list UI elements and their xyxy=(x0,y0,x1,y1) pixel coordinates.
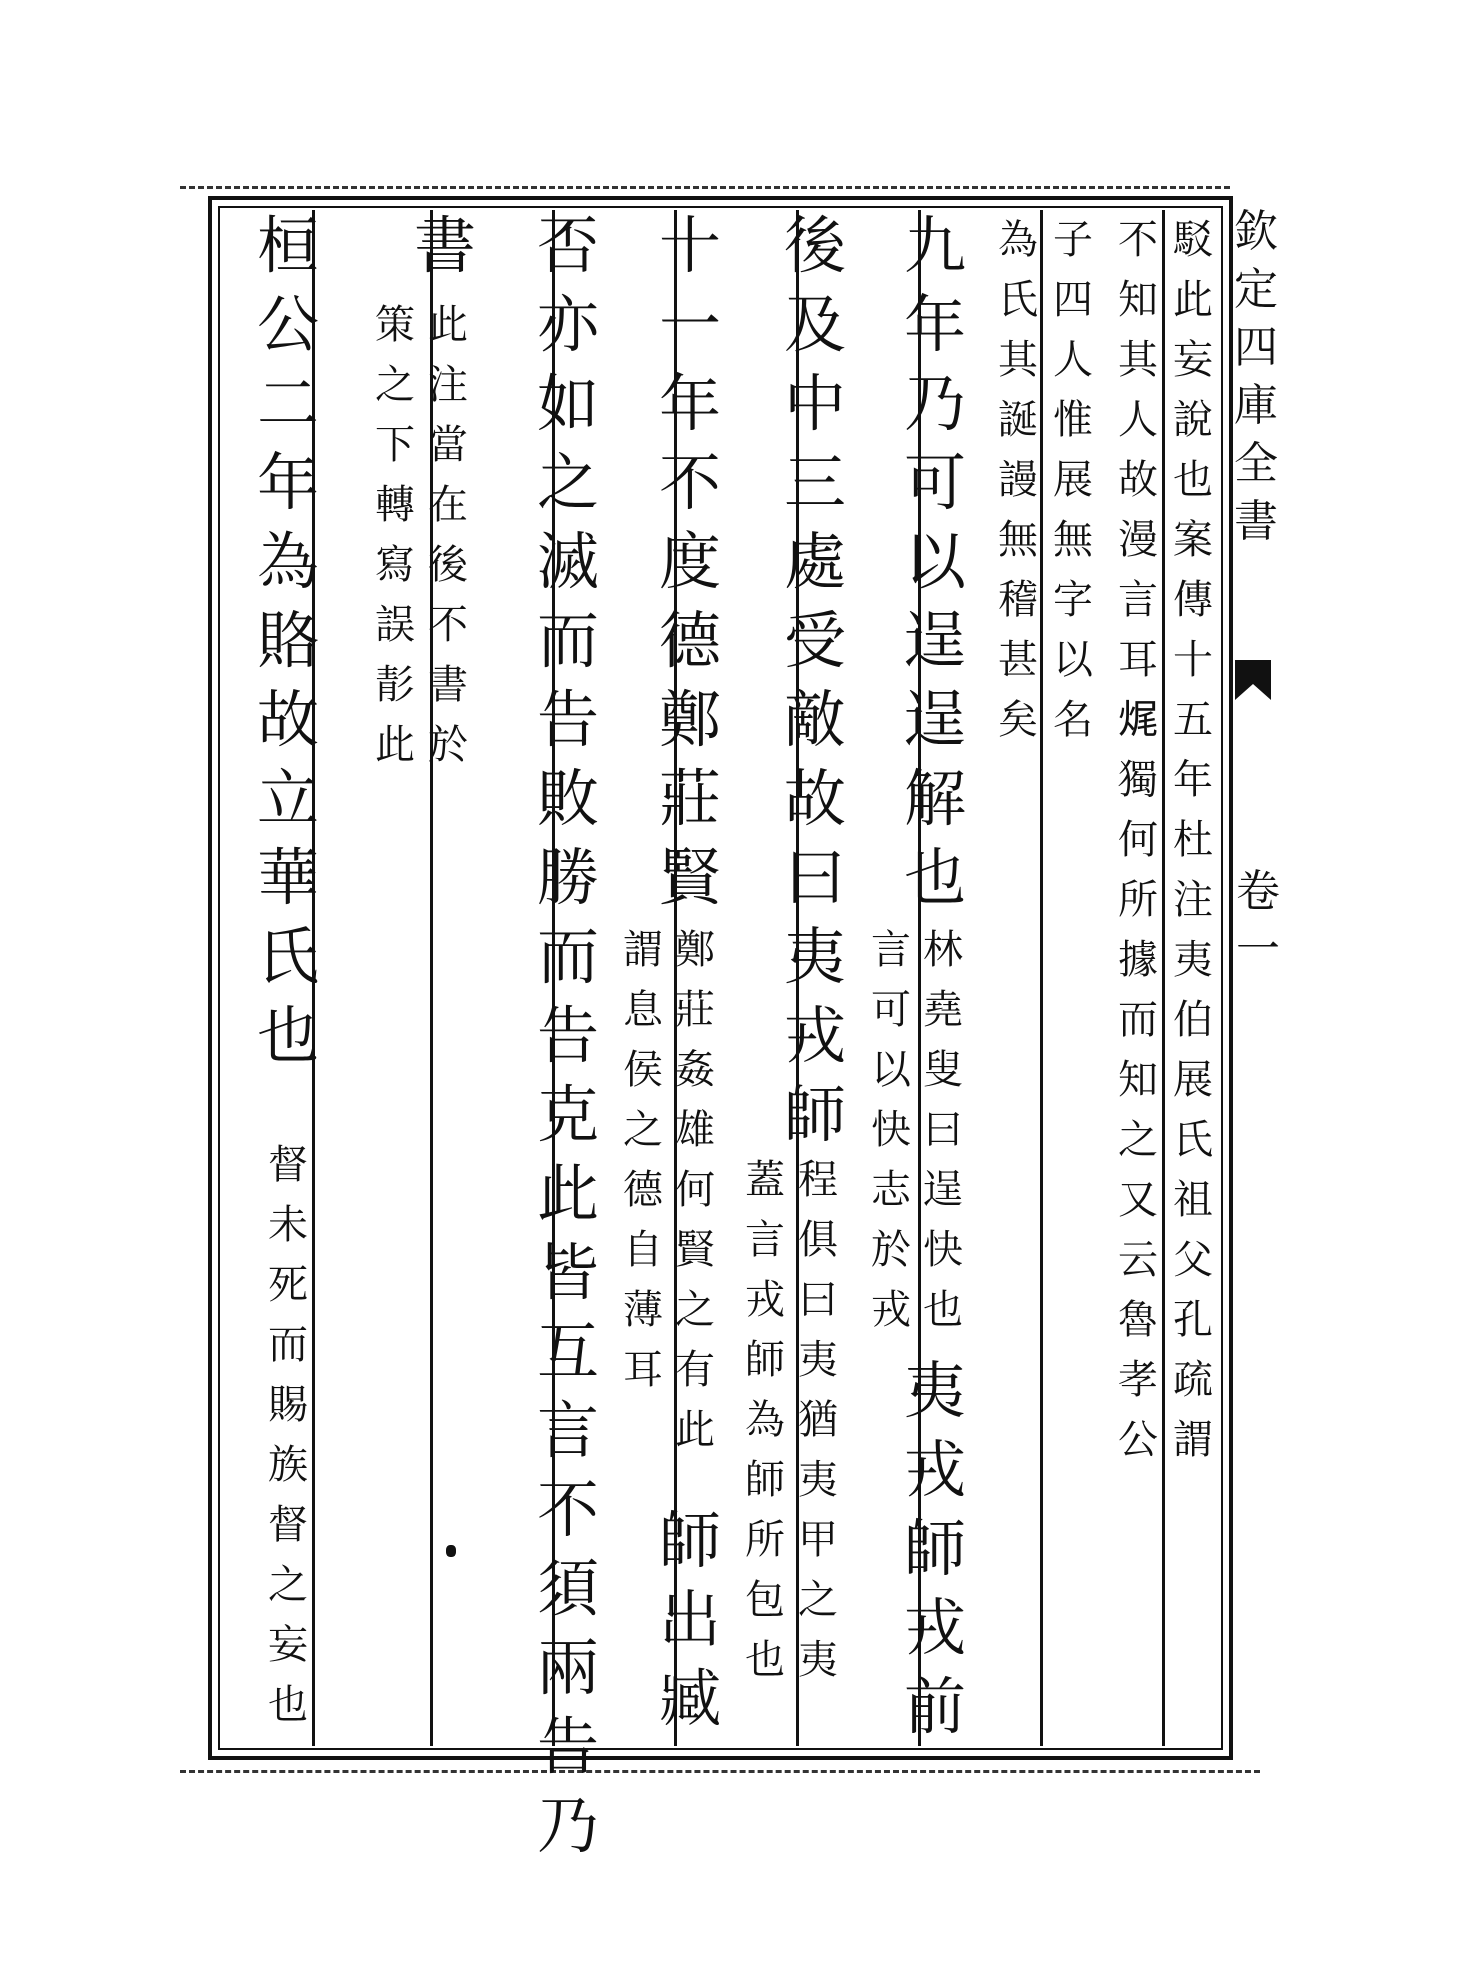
character: 又 xyxy=(1118,1177,1158,1223)
character: 氏 xyxy=(1173,1117,1213,1163)
character: 氏 xyxy=(256,920,319,993)
character: 德 xyxy=(623,1167,663,1213)
character: 而 xyxy=(268,1322,308,1368)
margin-title xyxy=(1232,206,1280,558)
character: 據 xyxy=(1118,937,1158,983)
commentary-column xyxy=(672,927,718,1470)
main-text-column xyxy=(655,209,725,926)
character: 字 xyxy=(1053,577,1093,623)
character: 庫 xyxy=(1234,380,1278,431)
character: 獨 xyxy=(1118,757,1158,803)
character: 夷 xyxy=(783,920,846,993)
character: 也 xyxy=(745,1637,785,1683)
character: 立 xyxy=(256,762,319,835)
character: 一 xyxy=(1236,924,1280,975)
character: 下 xyxy=(375,422,415,468)
character: 自 xyxy=(623,1227,663,1273)
character: 師 xyxy=(658,1504,721,1577)
character: 死 xyxy=(268,1262,308,1308)
character: 以 xyxy=(903,525,966,598)
character: 猶 xyxy=(798,1397,838,1443)
character: 滅 xyxy=(536,525,599,598)
character: 不 xyxy=(536,1473,599,1546)
main-text-column xyxy=(780,209,850,1163)
commentary-column xyxy=(995,217,1041,760)
margin-juan xyxy=(1234,866,1282,986)
character: 包 xyxy=(745,1577,785,1623)
character: 孝 xyxy=(1118,1357,1158,1403)
character: 以 xyxy=(1053,637,1093,683)
character: 姦 xyxy=(675,1047,715,1093)
commentary-column xyxy=(425,302,471,785)
character: 謾 xyxy=(998,457,1038,503)
character: 此 xyxy=(675,1407,715,1453)
character: 逞 xyxy=(903,604,966,677)
character: 妄 xyxy=(1173,337,1213,383)
character: 言 xyxy=(871,927,911,973)
character: 鄭 xyxy=(675,927,715,973)
character: 定 xyxy=(1234,264,1278,315)
character: 傳 xyxy=(1173,577,1213,623)
character: 氏 xyxy=(998,277,1038,323)
character: 𤈦 xyxy=(1118,697,1158,743)
character: 之 xyxy=(1118,1117,1158,1163)
character: 寫 xyxy=(375,542,415,588)
character: 克 xyxy=(536,1078,599,1151)
character: 故 xyxy=(783,762,846,835)
character: 息 xyxy=(623,987,663,1033)
character: 林 xyxy=(923,927,963,973)
character: 知 xyxy=(1118,1057,1158,1103)
character: 可 xyxy=(903,446,966,519)
commentary-column xyxy=(1050,217,1096,760)
character: 此 xyxy=(428,302,468,348)
character: 督 xyxy=(268,1142,308,1188)
character: 云 xyxy=(1118,1237,1158,1283)
character: 𩇕 xyxy=(375,662,415,708)
character: 後 xyxy=(783,209,846,282)
character: 一 xyxy=(658,288,721,361)
character: 魯 xyxy=(1118,1297,1158,1343)
commentary-column xyxy=(620,927,666,1410)
character: 全 xyxy=(1234,438,1278,489)
fishtail-mark xyxy=(1235,660,1271,700)
character: 戎 xyxy=(871,1287,911,1333)
character: 四 xyxy=(1234,322,1278,373)
character: 族 xyxy=(268,1442,308,1488)
character: 孔 xyxy=(1173,1297,1213,1343)
character: 告 xyxy=(536,1710,599,1783)
character: 謂 xyxy=(623,927,663,973)
character: 四 xyxy=(1053,277,1093,323)
character: 十 xyxy=(658,209,721,282)
character: 二 xyxy=(256,367,319,440)
character: 前 xyxy=(903,1670,966,1743)
commentary-column xyxy=(742,1157,788,1700)
character: 之 xyxy=(623,1107,663,1153)
character: 也 xyxy=(268,1682,308,1728)
character: 夷 xyxy=(903,1354,966,1427)
main-text-column xyxy=(900,209,970,926)
ink-dot xyxy=(446,1545,456,1557)
character: 敗 xyxy=(536,762,599,835)
commentary-column xyxy=(1170,217,1216,1480)
character: 賢 xyxy=(675,1227,715,1273)
column-rule xyxy=(1162,210,1165,1746)
character: 案 xyxy=(1173,517,1213,563)
character: 年 xyxy=(1173,757,1213,803)
main-text-column xyxy=(900,1354,970,1755)
character: 書 xyxy=(1234,496,1278,547)
character: 故 xyxy=(256,683,319,756)
character: 而 xyxy=(536,920,599,993)
character: 誤 xyxy=(375,602,415,648)
character: 賂 xyxy=(256,604,319,677)
character: 鄭 xyxy=(658,683,721,756)
character: 在 xyxy=(428,482,468,528)
character: 雄 xyxy=(675,1107,715,1153)
character: 程 xyxy=(798,1157,838,1203)
character: 耳 xyxy=(623,1347,663,1393)
character: 展 xyxy=(1173,1057,1213,1103)
character: 之 xyxy=(675,1287,715,1333)
character: 戎 xyxy=(783,999,846,1072)
character: 之 xyxy=(375,362,415,408)
character: 言 xyxy=(745,1217,785,1263)
character: 也 xyxy=(1173,457,1213,503)
character: 逞 xyxy=(923,1167,963,1213)
character: 無 xyxy=(1053,517,1093,563)
character: 言 xyxy=(536,1394,599,1467)
character: 注 xyxy=(428,362,468,408)
character: 未 xyxy=(268,1202,308,1248)
character: 桓 xyxy=(256,209,319,282)
character: 耳 xyxy=(1118,637,1158,683)
character: 杜 xyxy=(1173,817,1213,863)
character: 勝 xyxy=(536,841,599,914)
character: 之 xyxy=(798,1577,838,1623)
character: 華 xyxy=(256,841,319,914)
character: 曰 xyxy=(783,841,846,914)
character: 故 xyxy=(1118,457,1158,503)
character: 告 xyxy=(536,683,599,756)
commentary-column xyxy=(920,927,966,1350)
character: 甲 xyxy=(798,1517,838,1563)
character: 賜 xyxy=(268,1382,308,1428)
character: 所 xyxy=(745,1517,785,1563)
character: 乃 xyxy=(536,1789,599,1862)
commentary-column xyxy=(868,927,914,1350)
character: 戎 xyxy=(903,1591,966,1664)
character: 而 xyxy=(536,604,599,677)
character: 誕 xyxy=(998,397,1038,443)
character: 度 xyxy=(658,525,721,598)
character: 解 xyxy=(903,762,966,835)
character: 德 xyxy=(658,604,721,677)
character: 為 xyxy=(998,217,1038,263)
character: 欽 xyxy=(1234,206,1278,257)
character: 堯 xyxy=(923,987,963,1033)
character: 說 xyxy=(1173,397,1213,443)
character: 其 xyxy=(1118,337,1158,383)
character: 稽 xyxy=(998,577,1038,623)
character: 何 xyxy=(1118,817,1158,863)
character: 於 xyxy=(871,1227,911,1273)
character: 可 xyxy=(871,987,911,1033)
character: 名 xyxy=(1053,697,1093,743)
character: 不 xyxy=(658,446,721,519)
commentary-column xyxy=(372,302,418,785)
character: 所 xyxy=(1118,877,1158,923)
main-text-column xyxy=(655,1504,725,1747)
character: 逞 xyxy=(903,683,966,756)
character: 為 xyxy=(256,525,319,598)
character: 人 xyxy=(1118,397,1158,443)
character: 書 xyxy=(413,209,476,282)
character: 莊 xyxy=(658,762,721,835)
character: 不 xyxy=(428,602,468,648)
character: 戎 xyxy=(903,1433,966,1506)
character: 侯 xyxy=(623,1047,663,1093)
character: 甚 xyxy=(998,637,1038,683)
character: 曰 xyxy=(923,1107,963,1153)
character: 受 xyxy=(783,604,846,677)
character: 何 xyxy=(675,1167,715,1213)
character: 父 xyxy=(1173,1237,1213,1283)
main-text-column xyxy=(533,209,603,1874)
character: 志 xyxy=(871,1167,911,1213)
character: 夷 xyxy=(798,1637,838,1683)
character: 以 xyxy=(871,1047,911,1093)
character: 知 xyxy=(1118,277,1158,323)
character: 公 xyxy=(1118,1417,1158,1463)
character: 妄 xyxy=(268,1622,308,1668)
top-dashed-rule xyxy=(180,186,1230,189)
character: 亦 xyxy=(536,288,599,361)
character: 快 xyxy=(923,1227,963,1273)
character: 不 xyxy=(1118,217,1158,263)
character: 於 xyxy=(428,722,468,768)
character: 乃 xyxy=(903,367,966,440)
character: 之 xyxy=(268,1562,308,1608)
character: 曰 xyxy=(798,1277,838,1323)
character: 督 xyxy=(268,1502,308,1548)
character: 師 xyxy=(745,1337,785,1383)
commentary-column xyxy=(265,1142,311,1745)
character: 年 xyxy=(658,367,721,440)
character: 師 xyxy=(903,1512,966,1585)
character: 須 xyxy=(536,1552,599,1625)
character: 其 xyxy=(998,337,1038,383)
character: 謂 xyxy=(1173,1417,1213,1463)
character: 也 xyxy=(923,1287,963,1333)
character: 敵 xyxy=(783,683,846,756)
character: 矣 xyxy=(998,697,1038,743)
character: 夷 xyxy=(798,1337,838,1383)
character: 祖 xyxy=(1173,1177,1213,1223)
character: 惟 xyxy=(1053,397,1093,443)
character: 此 xyxy=(536,1157,599,1230)
character: 之 xyxy=(536,446,599,519)
character: 展 xyxy=(1053,457,1093,503)
character: 也 xyxy=(903,841,966,914)
character: 人 xyxy=(1053,337,1093,383)
character: 轉 xyxy=(375,482,415,528)
character: 師 xyxy=(745,1457,785,1503)
character: 子 xyxy=(1053,217,1093,263)
character: 中 xyxy=(783,367,846,440)
character: 伯 xyxy=(1173,997,1213,1043)
character: 莊 xyxy=(675,987,715,1033)
character: 後 xyxy=(428,542,468,588)
character: 如 xyxy=(536,367,599,440)
character: 有 xyxy=(675,1347,715,1393)
commentary-column xyxy=(1115,217,1161,1480)
character: 夷 xyxy=(1173,937,1213,983)
character: 卷 xyxy=(1236,866,1280,917)
character: 否 xyxy=(536,209,599,282)
character: 書 xyxy=(428,662,468,708)
main-text-column xyxy=(410,209,480,294)
character: 叟 xyxy=(923,1047,963,1093)
character: 快 xyxy=(871,1107,911,1153)
character: 策 xyxy=(375,302,415,348)
character: 為 xyxy=(745,1397,785,1443)
character: 年 xyxy=(903,288,966,361)
character: 十 xyxy=(1173,637,1213,683)
character: 賢 xyxy=(658,841,721,914)
character: 年 xyxy=(256,446,319,519)
character: 告 xyxy=(536,999,599,1072)
character: 也 xyxy=(256,999,319,1072)
character: 兩 xyxy=(536,1631,599,1704)
character: 及 xyxy=(783,288,846,361)
character: 互 xyxy=(536,1315,599,1388)
character: 九 xyxy=(903,209,966,282)
character: 師 xyxy=(783,1078,846,1151)
character: 三 xyxy=(783,446,846,519)
character: 薄 xyxy=(623,1287,663,1333)
character: 戎 xyxy=(745,1277,785,1323)
character: 夷 xyxy=(798,1457,838,1503)
character: 而 xyxy=(1118,997,1158,1043)
character: 俱 xyxy=(798,1217,838,1263)
character: 言 xyxy=(1118,577,1158,623)
character: 疏 xyxy=(1173,1357,1213,1403)
bottom-dashed-rule xyxy=(180,1770,1260,1773)
character: 注 xyxy=(1173,877,1213,923)
character: 蓋 xyxy=(745,1157,785,1203)
main-text-column xyxy=(253,209,323,1084)
character: 處 xyxy=(783,525,846,598)
character: 漫 xyxy=(1118,517,1158,563)
character: 駁 xyxy=(1173,217,1213,263)
character: 皆 xyxy=(536,1236,599,1309)
character: 當 xyxy=(428,422,468,468)
character: 五 xyxy=(1173,697,1213,743)
character: 出 xyxy=(658,1583,721,1656)
character: 此 xyxy=(375,722,415,768)
character: 臧 xyxy=(658,1662,721,1735)
character: 此 xyxy=(1173,277,1213,323)
character: 公 xyxy=(256,288,319,361)
character: 無 xyxy=(998,517,1038,563)
commentary-column xyxy=(795,1157,841,1700)
